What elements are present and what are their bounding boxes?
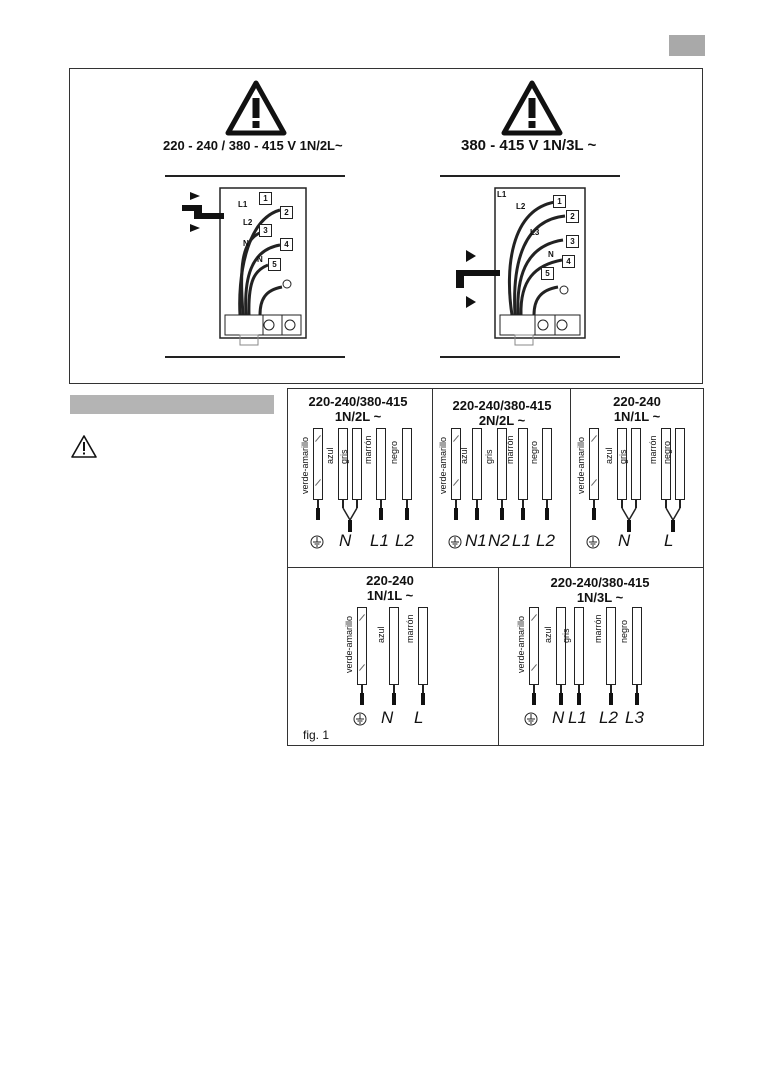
terminal-number: 4 — [280, 238, 293, 251]
wire-tip — [559, 693, 563, 705]
wire-color-label: azul — [376, 626, 386, 643]
wire-label: L2 — [516, 202, 526, 211]
wire-tip — [392, 693, 396, 705]
wire-tip — [360, 693, 364, 705]
wire-tip — [421, 693, 425, 705]
panel-title: 220-240/380-415 2N/2L ~ — [452, 398, 552, 428]
wire-insulation — [606, 607, 616, 685]
wire-tip — [635, 693, 639, 705]
terminal-number: 5 — [541, 267, 554, 280]
wire-label: N — [243, 239, 249, 248]
terminal-label: N — [552, 708, 565, 727]
wire-tip — [500, 508, 504, 520]
wire-color-label: verde-amarillo — [344, 615, 354, 673]
wire-label: N — [257, 255, 263, 264]
wire-insulation — [529, 607, 539, 685]
wire-stub — [679, 500, 681, 508]
wire-tip — [592, 508, 596, 520]
terminal-label: L1 — [568, 708, 587, 727]
wire-insulation — [574, 607, 584, 685]
wire-tip — [521, 508, 525, 520]
wire-stub — [621, 500, 623, 508]
wire-stub — [522, 500, 524, 508]
wire-insulation — [632, 607, 642, 685]
wire-stub — [610, 685, 612, 693]
wire-color-label: marrón — [363, 435, 373, 464]
wire-label: L1 — [497, 190, 507, 199]
wire-stub — [342, 500, 344, 508]
wire-insulation — [472, 428, 482, 500]
wire-insulation — [418, 607, 428, 685]
wire-tip — [379, 508, 383, 520]
section-header-bar — [70, 395, 274, 414]
arrow-icon — [190, 224, 200, 232]
wire-stub — [380, 500, 382, 508]
left-voltage-title: 220 - 240 / 380 - 415 V 1N/2L~ — [163, 138, 343, 153]
wire-label: N — [548, 250, 554, 259]
terminal-number: 5 — [268, 258, 281, 271]
terminal-label: L3 — [625, 708, 644, 727]
wire-color-label: gris — [339, 449, 349, 464]
terminal-label: L2 — [395, 531, 414, 550]
terminal-number: 2 — [566, 210, 579, 223]
wire-stub — [533, 685, 535, 693]
ground-icon — [448, 535, 462, 549]
wire-color-label: gris — [618, 449, 628, 464]
wire-insulation — [518, 428, 528, 500]
terminal-label: L1 — [370, 531, 389, 550]
wire-tip — [405, 508, 409, 520]
terminal-number: 3 — [259, 224, 272, 237]
divider — [165, 175, 345, 177]
wire-color-label: gris — [484, 449, 494, 464]
wire-stub — [393, 685, 395, 693]
wire-stub — [593, 500, 595, 508]
panel-title: 220-240/380-415 1N/3L ~ — [550, 575, 650, 605]
wire-stub — [665, 500, 667, 508]
wire-stub — [578, 685, 580, 693]
wire-insulation — [402, 428, 412, 500]
panel-title: 220-240/380-415 1N/2L ~ — [308, 394, 408, 424]
figure-label: fig. 1 — [303, 728, 330, 742]
wire-color-label: marrón — [405, 614, 415, 643]
top-connection-diagram — [69, 68, 703, 384]
wire-tip — [609, 693, 613, 705]
wire-stub — [636, 685, 638, 693]
wire-color-label: gris — [561, 628, 571, 643]
wire-tip — [577, 693, 581, 705]
arrow-icon — [466, 296, 476, 308]
wire-color-label: azul — [604, 447, 614, 464]
wire-color-label: verde-amarillo — [438, 436, 448, 494]
wire-insulation — [661, 428, 671, 500]
wire-tip — [454, 508, 458, 520]
wire-color-label: azul — [459, 447, 469, 464]
panel-title: 220-240 1N/1L ~ — [366, 573, 414, 603]
wire-stub — [455, 500, 457, 508]
terminal-label: L2 — [599, 708, 618, 727]
wire-stub — [361, 685, 363, 693]
terminal-label: N — [339, 531, 352, 550]
wire-color-label: negro — [619, 619, 629, 643]
arrow-icon — [190, 192, 200, 200]
wire-insulation — [389, 607, 399, 685]
wire-stub — [317, 500, 319, 508]
wire-color-label: negro — [662, 440, 672, 464]
wire-join — [620, 508, 638, 532]
wire-stub — [635, 500, 637, 508]
panel-title: 220-240 1N/1L ~ — [613, 394, 661, 424]
wire-color-label: marrón — [505, 435, 515, 464]
wire-label: L1 — [238, 200, 248, 209]
divider — [440, 356, 620, 358]
wire-color-label: negro — [529, 440, 539, 464]
wire-stub — [422, 685, 424, 693]
terminal-label: N1 — [465, 531, 487, 550]
wire-join — [341, 508, 359, 532]
terminal-number: 4 — [562, 255, 575, 268]
ground-icon — [310, 535, 324, 549]
wire-insulation — [352, 428, 362, 500]
ground-icon — [586, 535, 600, 549]
wire-insulation — [617, 428, 627, 500]
wire-tip — [532, 693, 536, 705]
divider — [165, 356, 345, 358]
terminal-number: 3 — [566, 235, 579, 248]
wire-stub — [501, 500, 503, 508]
wire-label: L2 — [243, 218, 253, 227]
arrow-icon — [466, 250, 476, 262]
warning-icon — [70, 434, 98, 459]
wire-tip — [475, 508, 479, 520]
terminal-label: L1 — [512, 531, 531, 550]
terminal-label: L2 — [536, 531, 555, 550]
wire-color-label: marrón — [648, 435, 658, 464]
ground-icon — [353, 712, 367, 726]
terminal-label: L — [664, 531, 674, 550]
terminal-label: L — [414, 708, 424, 727]
wire-stub — [546, 500, 548, 508]
wire-insulation — [556, 607, 566, 685]
wire-tip — [545, 508, 549, 520]
terminal-number: 1 — [259, 192, 272, 205]
wire-insulation — [675, 428, 685, 500]
wire-stub — [560, 685, 562, 693]
wire-insulation — [631, 428, 641, 500]
wire-stub — [356, 500, 358, 508]
wire-insulation — [376, 428, 386, 500]
terminal-label: N — [618, 531, 631, 550]
wire-label: L3 — [530, 228, 540, 237]
wire-join — [664, 508, 682, 532]
wire-tip — [316, 508, 320, 520]
wire-color-label: marrón — [593, 614, 603, 643]
wire-color-label: verde-amarillo — [516, 615, 526, 673]
right-voltage-title: 380 - 415 V 1N/3L ~ — [461, 137, 597, 154]
wire-stub — [406, 500, 408, 508]
ground-icon — [524, 712, 538, 726]
wire-stub — [476, 500, 478, 508]
warning-icon — [225, 80, 287, 136]
terminal-label: N — [381, 708, 394, 727]
wire-insulation — [338, 428, 348, 500]
wire-color-label: azul — [325, 447, 335, 464]
terminal-number: 2 — [280, 206, 293, 219]
wire-color-label: verde-amarillo — [300, 436, 310, 494]
wire-color-label: negro — [389, 440, 399, 464]
warning-icon — [501, 80, 563, 136]
page-tab — [669, 35, 705, 56]
terminal-number: 1 — [553, 195, 566, 208]
wire-insulation — [542, 428, 552, 500]
wire-color-label: azul — [543, 626, 553, 643]
terminal-label: N2 — [488, 531, 510, 550]
divider — [440, 175, 620, 177]
wire-insulation — [357, 607, 367, 685]
wire-color-label: verde-amarillo — [576, 436, 586, 494]
